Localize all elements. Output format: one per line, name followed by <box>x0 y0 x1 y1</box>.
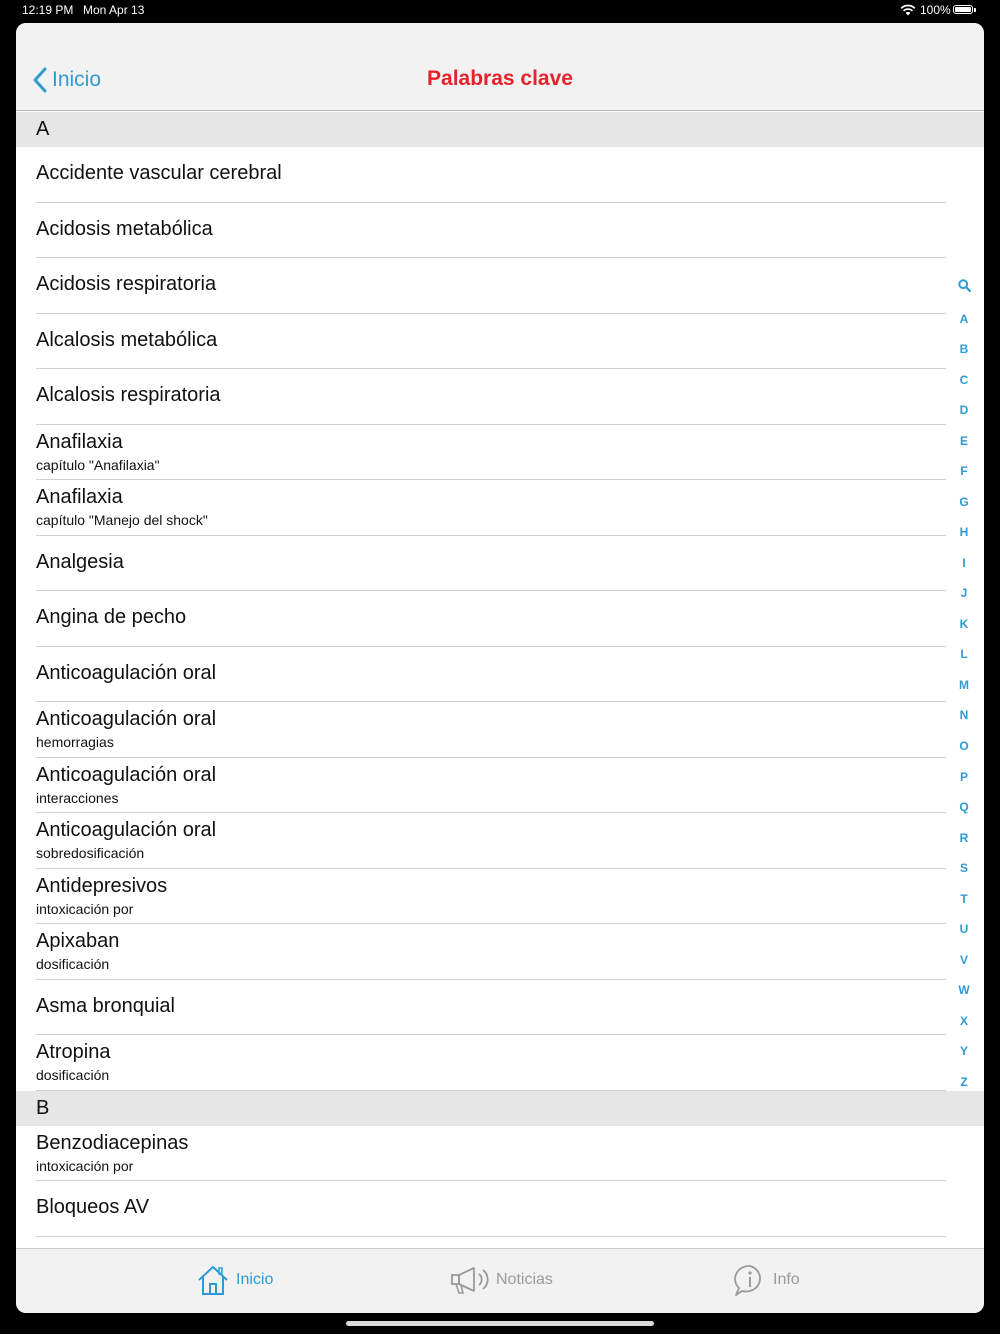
section-header: B <box>16 1091 984 1126</box>
list-item[interactable] <box>16 1181 984 1237</box>
wifi-icon <box>900 4 916 16</box>
list-item-title: Antidepresivos <box>36 874 168 897</box>
tab-info[interactable] <box>733 1263 800 1297</box>
index-search-icon[interactable] <box>958 279 971 295</box>
list-item-title: Anafilaxia <box>36 486 123 508</box>
index-letter[interactable]: L <box>960 647 968 662</box>
list-item-title: Anafilaxia <box>36 430 123 453</box>
index-letter[interactable]: Y <box>959 1044 968 1059</box>
page-title: Palabras clave <box>427 67 573 90</box>
list-item[interactable] <box>16 869 984 925</box>
list-item-subtitle: capítulo "Anafilaxia" <box>36 456 160 473</box>
keywords-screen <box>16 23 984 1313</box>
list-item-title: Accidente vascular cerebral <box>36 162 282 184</box>
list-item[interactable] <box>16 480 984 536</box>
index-letter[interactable]: X <box>959 1013 968 1028</box>
house-icon <box>196 1263 230 1297</box>
index-letter[interactable]: G <box>959 494 969 509</box>
index-letter[interactable]: C <box>959 372 969 387</box>
index-letter[interactable]: S <box>959 861 968 876</box>
list-item[interactable] <box>16 1035 984 1091</box>
list-item-title: Anticoagulación oral <box>36 708 217 730</box>
home-indicator <box>346 1321 654 1326</box>
list-item[interactable] <box>16 924 984 980</box>
list-item-title: Alcalosis metabólica <box>36 328 218 351</box>
status-date: Mon Apr 13 <box>83 3 145 17</box>
tab-inicio[interactable] <box>196 1263 273 1297</box>
index-letter[interactable]: W <box>958 983 970 998</box>
list-item-subtitle: dosificación <box>36 1067 110 1083</box>
list-item[interactable] <box>16 425 984 481</box>
list-item[interactable] <box>16 369 984 425</box>
list-item[interactable] <box>16 536 984 592</box>
list-item-subtitle: hemorragias <box>36 734 114 750</box>
list-item-title: Alcalosis respiratoria <box>36 384 221 406</box>
index-letter[interactable]: U <box>959 922 969 937</box>
index-letter[interactable]: M <box>959 677 969 692</box>
tab-inicio-label: Inicio <box>236 1271 274 1288</box>
navigation-bar <box>16 23 984 111</box>
list-item-title: Anticoagulación oral <box>36 661 217 684</box>
list-item-subtitle: dosificación <box>36 956 110 972</box>
list-item-title: Anticoagulación oral <box>36 763 217 786</box>
tab-bar <box>16 1248 984 1313</box>
tab-noticias-label: Noticias <box>496 1271 553 1288</box>
status-bar <box>0 0 1000 22</box>
list-item-title: Bloqueos AV <box>36 1196 150 1218</box>
index-letter[interactable]: I <box>962 555 966 570</box>
list-item-subtitle: intoxicación por <box>36 1157 134 1174</box>
list-item[interactable] <box>16 311 984 370</box>
index-letter[interactable]: D <box>959 403 969 418</box>
index-letter[interactable]: H <box>959 525 969 540</box>
list-item-title: Atropina <box>36 1041 111 1063</box>
index-letter[interactable]: P <box>959 769 968 784</box>
index-letter[interactable]: B <box>959 342 969 357</box>
index-letter[interactable]: T <box>960 891 968 906</box>
list-item[interactable] <box>16 758 984 814</box>
index-letter[interactable]: K <box>959 616 969 631</box>
list-item[interactable] <box>16 813 984 869</box>
list-item-subtitle: sobredosificación <box>36 845 145 861</box>
index-letter[interactable]: Q <box>959 800 969 815</box>
list-item[interactable] <box>16 1126 984 1182</box>
list-item-title: Angina de pecho <box>36 606 187 628</box>
index-letter[interactable]: V <box>959 952 968 967</box>
tab-noticias[interactable] <box>450 1263 553 1297</box>
list-item-title: Benzodiacepinas <box>36 1131 189 1154</box>
status-time: 12:19 PM <box>22 3 74 17</box>
index-letter[interactable]: R <box>959 830 969 845</box>
back-button-label: Inicio <box>52 68 102 91</box>
list-item[interactable] <box>16 1237 984 1249</box>
list-item[interactable] <box>16 258 984 314</box>
battery-tip <box>974 8 976 12</box>
keyword-list[interactable] <box>16 112 984 1248</box>
battery-icon <box>953 5 973 14</box>
section-index-bar[interactable] <box>948 279 980 1089</box>
info-icon <box>733 1263 767 1297</box>
index-letter[interactable]: J <box>960 586 968 601</box>
list-item[interactable] <box>16 647 984 703</box>
list-item-title: Anticoagulación oral <box>36 819 217 841</box>
section-header: A <box>16 112 984 147</box>
list-item[interactable] <box>16 702 984 758</box>
battery-percent: 100% <box>920 3 951 17</box>
list-item-subtitle: interacciones <box>36 789 119 806</box>
tab-info-label: Info <box>773 1271 800 1288</box>
list-item[interactable] <box>16 980 984 1036</box>
index-letter[interactable]: A <box>959 311 969 326</box>
index-letter[interactable]: N <box>959 708 969 723</box>
list-item-title: Asma bronquial <box>36 994 175 1017</box>
list-item-title: Analgesia <box>36 550 124 573</box>
list-item-title: Apixaban <box>36 930 120 952</box>
index-letter[interactable]: O <box>959 738 969 753</box>
list-item[interactable] <box>16 591 984 647</box>
list-item-title: Acidosis respiratoria <box>36 273 217 295</box>
megaphone-icon <box>450 1263 490 1297</box>
list-item[interactable] <box>16 147 984 203</box>
index-letter[interactable]: F <box>960 464 968 479</box>
list-item-title: Acidosis metabólica <box>36 217 213 240</box>
index-letter[interactable]: Z <box>960 1074 968 1089</box>
list-item-subtitle: capítulo "Manejo del shock" <box>36 512 208 528</box>
index-letter[interactable]: E <box>959 433 968 448</box>
list-item[interactable] <box>16 203 984 259</box>
list-item-subtitle: intoxicación por <box>36 900 134 917</box>
